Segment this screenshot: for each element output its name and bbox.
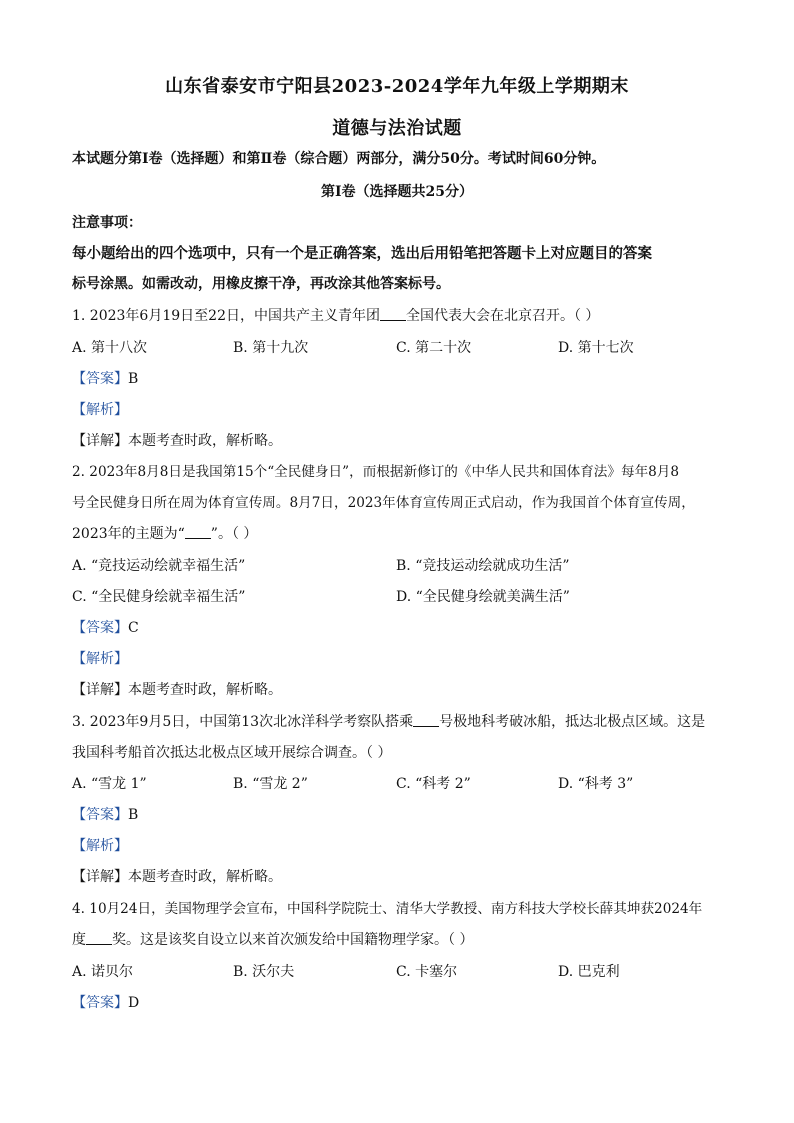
question-1-text-before: 1. 2023年6月19日至22日，中国共产主义青年团: [72, 308, 380, 324]
question-4-answer: [72, 993, 732, 1013]
question-3-analysis: [72, 836, 732, 856]
question-2-answer: [72, 618, 732, 638]
question-4-text-before: 度: [72, 932, 86, 948]
answer-value: C: [128, 620, 139, 636]
question-1-text-after: 全国代表大会在北京召开。（ ）: [405, 308, 600, 324]
question-1-option-a: A. 第十八次: [72, 340, 148, 356]
question-2-option-c: C. “全民健身绘就幸福生活”: [72, 589, 246, 605]
question-4-text-after: 奖。这是该奖自设立以来首次颁发给中国籍物理学家。（ ）: [112, 932, 474, 948]
detail-text: 本题考查时政，解析略。: [128, 682, 282, 698]
question-2-analysis: [72, 649, 732, 669]
question-2-option-d: D. “全民健身绘就美满生活”: [396, 589, 570, 605]
question-1-answer: [72, 369, 732, 389]
question-1-option-b: B. 第十九次: [233, 340, 309, 356]
question-3-text-after: 号极地科考破冰船，抵达北极点区域。这是: [439, 714, 706, 730]
blank: [86, 930, 112, 945]
question-3-text-before: 3. 2023年9月5日，中国第13次北冰洋科学考察队搭乘: [72, 714, 414, 730]
question-4-option-c: C. 卡塞尔: [396, 964, 458, 980]
answer-value: D: [128, 995, 140, 1011]
question-1-stem: [72, 306, 732, 326]
question-3-option-b: B. “雪龙 2”: [233, 776, 308, 792]
question-4-option-b: B. 沃尔夫: [233, 964, 295, 980]
question-3-detail: [72, 867, 732, 887]
question-2-detail: [72, 680, 732, 700]
question-2-line-1: 2. 2023年8月8日是我国第15个“全民健身日”，而根据新修订的《中华人民共和国体育法》每年8月8: [72, 464, 680, 480]
answer-value: B: [128, 807, 139, 823]
answer-value: B: [128, 371, 139, 387]
detail-tag: 【详解】: [72, 869, 128, 885]
notice-label: 注意事项：: [72, 215, 142, 231]
answer-tag: 【答案】: [72, 995, 128, 1011]
question-1-option-c: C. 第二十次: [396, 340, 472, 356]
question-2-line-3: [72, 524, 732, 544]
exam-title: 山东省泰安市宁阳县2023-2024学年九年级上学期期末: [165, 76, 629, 97]
question-4-option-a: A. 诺贝尔: [72, 964, 134, 980]
question-4-line-2: [72, 930, 732, 950]
question-1-detail: [72, 431, 732, 451]
analysis-tag: 【解析】: [72, 651, 128, 667]
notice-line-2: 标号涂黑。如需改动，用橡皮擦干净，再改涂其他答案标号。: [72, 276, 450, 292]
detail-tag: 【详解】: [72, 682, 128, 698]
question-3-option-c: C. “科考 2”: [396, 776, 471, 792]
answer-tag: 【答案】: [72, 371, 128, 387]
notice-line-1: 每小题给出的四个选项中，只有一个是正确答案，选出后用铅笔把答题卡上对应题目的答案: [72, 245, 652, 262]
analysis-tag: 【解析】: [72, 838, 128, 854]
blank: [380, 306, 406, 321]
answer-tag: 【答案】: [72, 807, 128, 823]
section-title: 第Ⅰ卷（选择题共25分）: [320, 184, 474, 200]
blank: [185, 524, 211, 539]
question-2-text-after: ”。（ ）: [210, 526, 258, 542]
question-3-answer: [72, 805, 732, 825]
question-2-option-b: B. “竞技运动绘就成功生活”: [396, 558, 570, 574]
question-3-option-d: D. “科考 3”: [558, 776, 634, 792]
question-2-line-2: 号全民健身日所在周为体育宣传周。8月7日，2023年体育宣传周正式启动，作为我国首个体育宣传周，: [72, 495, 695, 511]
question-4-line-1: 4. 10月24日，美国物理学会宣布，中国科学院院士、清华大学教授、南方科技大学校长薛其坤获2024年: [72, 901, 703, 917]
detail-text: 本题考查时政，解析略。: [128, 869, 282, 885]
answer-tag: 【答案】: [72, 620, 128, 636]
exam-subtitle: 道德与法治试题: [332, 118, 462, 139]
question-3-line-2: 我国科考船首次抵达北极点区域开展综合调查。（ ）: [72, 745, 392, 761]
question-3-line-1: [72, 712, 732, 732]
question-4-option-d: D. 巴克利: [558, 964, 620, 980]
question-2-text-before: 2023年的主题为“: [72, 526, 185, 542]
question-3-option-a: A. “雪龙 1”: [72, 776, 147, 792]
question-1-analysis: [72, 400, 732, 420]
question-2-option-a: A. “竞技运动绘就幸福生活”: [72, 558, 246, 574]
detail-text: 本题考查时政，解析略。: [128, 433, 282, 449]
exam-info: 本试题分第Ⅰ卷（选择题）和第Ⅱ卷（综合题）两部分，满分50分。考试时间60分钟。: [72, 151, 606, 167]
blank: [413, 712, 439, 727]
detail-tag: 【详解】: [72, 433, 128, 449]
question-1-option-d: D. 第十七次: [558, 340, 634, 356]
analysis-tag: 【解析】: [72, 402, 128, 418]
